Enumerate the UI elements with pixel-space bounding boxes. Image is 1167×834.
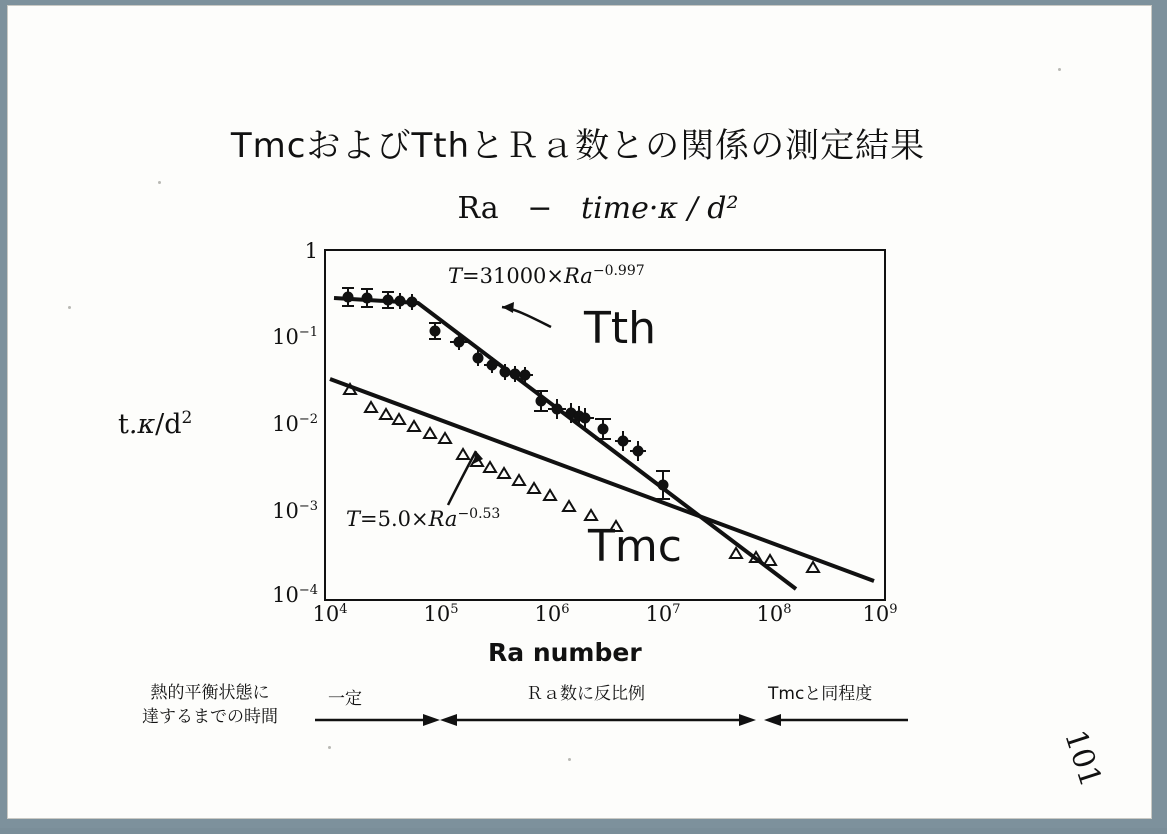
x-tick-1e9: $10^9$	[862, 602, 898, 626]
x-tick-1e7: $10^7$	[645, 602, 681, 626]
tth-fit-equation: $T=31000\times Ra^{-0.997}$	[448, 263, 645, 288]
page-number: 101	[1056, 725, 1108, 792]
tmc-fit-equation: $T=5.0\times Ra^{-0.53}$	[346, 506, 501, 531]
annotation-region3: Tmcと同程度	[768, 684, 873, 704]
x-axis-ticks	[312, 602, 898, 636]
y-tick-1: 1	[304, 239, 318, 263]
page-title: TmcおよびTthとＲａ数との関係の測定結果	[230, 126, 926, 166]
y-tick-1e-3: $10^{-3}$	[272, 499, 318, 523]
x-tick-1e8: $10^8$	[756, 602, 792, 626]
y-axis-ticks	[238, 239, 318, 607]
annotation-left-line2: 達するまでの時間	[142, 707, 278, 727]
x-tick-1e4: $10^4$	[312, 602, 348, 626]
chart-title	[338, 191, 858, 226]
x-tick-1e6: $10^6$	[534, 602, 570, 626]
chart-title-right: time·κ / d²	[581, 191, 739, 226]
scanned-paper	[8, 6, 1151, 818]
chart-title-left: Ra	[457, 191, 499, 226]
scan-speck	[328, 746, 331, 749]
y-tick-1e-1: $10^{-1}$	[272, 325, 318, 349]
annotation-left	[120, 681, 300, 729]
annotation-region1: 一定	[328, 689, 362, 709]
x-axis-label: Ra number	[488, 638, 642, 667]
y-tick-1e-4: $10^{-4}$	[272, 583, 318, 607]
scan-speck	[158, 181, 161, 184]
x-tick-1e5: $10^5$	[423, 602, 459, 626]
scan-speck	[568, 758, 571, 761]
chart-title-dash: −	[527, 191, 553, 226]
tth-label: Tth	[584, 303, 657, 354]
annotation-region2: Ｒａ数に反比例	[526, 684, 645, 704]
scan-speck	[68, 306, 71, 309]
tmc-label: Tmc	[588, 521, 682, 572]
scan-speck	[1058, 68, 1061, 71]
y-tick-1e-2: $10^{-2}$	[272, 412, 318, 436]
chart-plot-area	[324, 249, 886, 601]
y-axis-label: $t.\kappa/d^2$	[118, 408, 193, 440]
annotation-left-line1: 熱的平衡状態に	[150, 683, 270, 703]
tth-fit-line	[334, 298, 796, 589]
